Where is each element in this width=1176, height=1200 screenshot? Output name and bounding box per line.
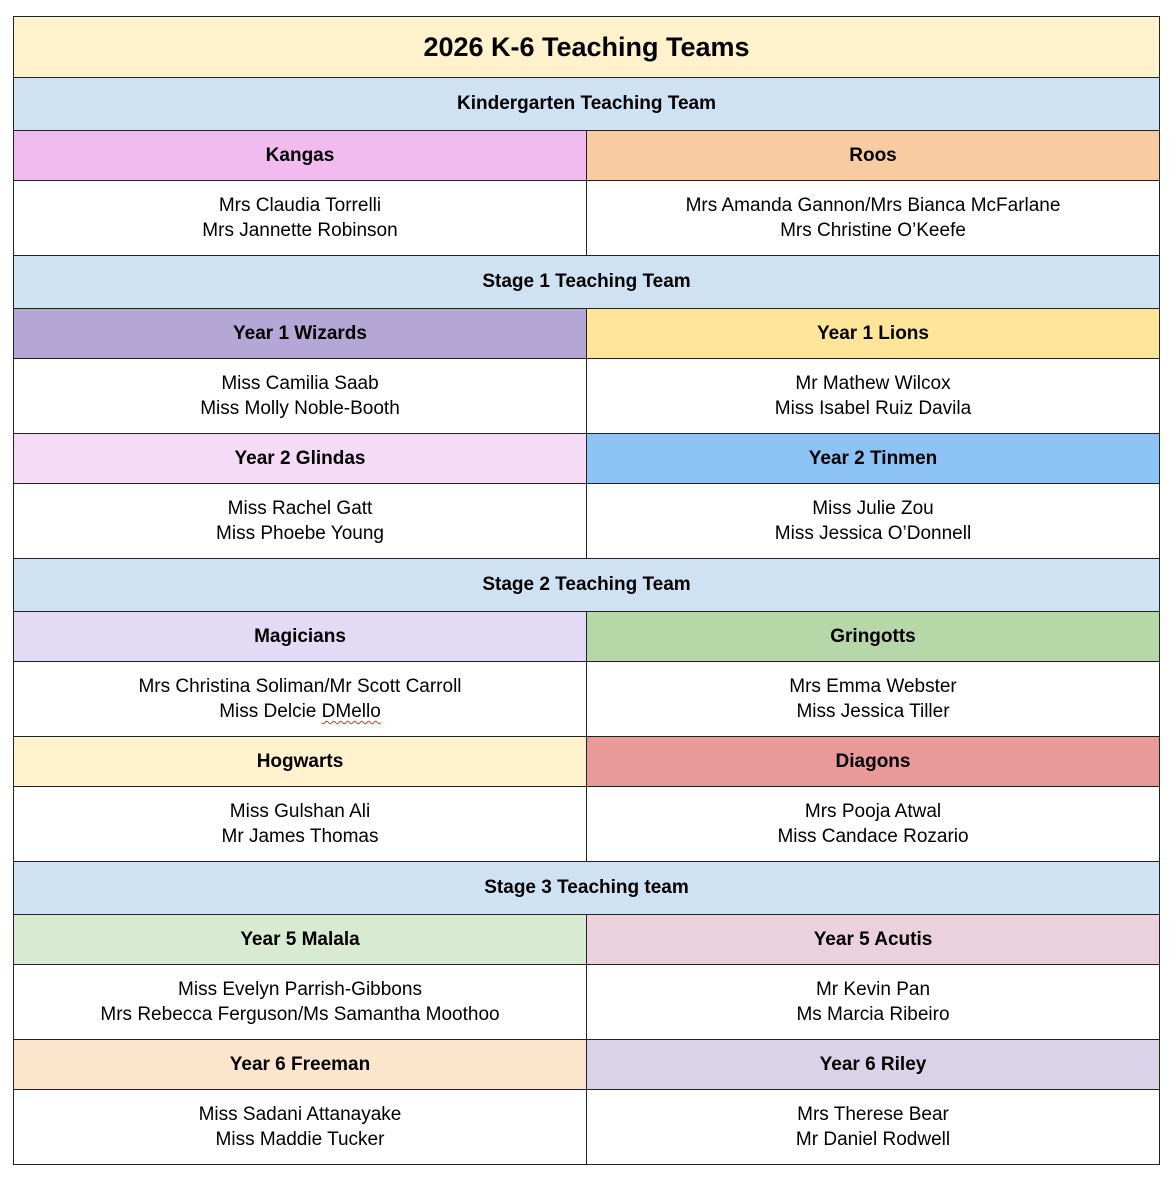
- teacher-name: Miss Jessica O’Donnell: [774, 523, 972, 544]
- class-name-year-2-tinmen: Year 2 Tinmen: [587, 434, 1160, 484]
- class-name-roos: Roos: [587, 131, 1160, 181]
- teacher-name: Mrs Pooja Atwal: [804, 801, 942, 822]
- teacher-list-year-6-freeman: [14, 1090, 587, 1165]
- teacher-names-row: [14, 965, 1160, 1040]
- teacher-names-row: [14, 1090, 1160, 1165]
- teacher-name: Mrs Emma Webster: [789, 676, 957, 697]
- teacher-list-year-2-glindas: [14, 484, 587, 559]
- teacher-list-year-5-malala: [14, 965, 587, 1040]
- teacher-name: Mrs Jannette Robinson: [202, 220, 398, 241]
- teacher-name: Miss Julie Zou: [812, 498, 934, 519]
- teacher-list-year-1-wizards: [14, 359, 587, 434]
- teacher-name: Ms Marcia Ribeiro: [796, 1004, 950, 1025]
- teacher-name: Miss Camilia Saab: [221, 373, 379, 394]
- teacher-name: Miss Isabel Ruiz Davila: [774, 398, 972, 419]
- section-header-row: [14, 78, 1160, 131]
- class-name-row: [14, 1040, 1160, 1090]
- class-name-year-6-freeman: Year 6 Freeman: [14, 1040, 587, 1090]
- class-name-kangas: Kangas: [14, 131, 587, 181]
- teacher-name: Mrs Christine O’Keefe: [780, 220, 966, 241]
- class-name-diagons: Diagons: [587, 737, 1160, 787]
- class-name-row: [14, 309, 1160, 359]
- teacher-name: Miss Jessica Tiller: [796, 701, 950, 722]
- teaching-teams-table: [13, 16, 1160, 1165]
- teacher-name: Mrs Claudia Torrelli: [218, 195, 382, 216]
- teacher-names-row: [14, 181, 1160, 256]
- teacher-name: Mr Daniel Rodwell: [795, 1129, 951, 1150]
- spellcheck-underline: DMello: [321, 701, 381, 722]
- class-name-gringotts: Gringotts: [587, 612, 1160, 662]
- teacher-list-magicians: [14, 662, 587, 737]
- class-name-year-1-lions: Year 1 Lions: [587, 309, 1160, 359]
- teacher-name: Mr James Thomas: [221, 826, 379, 847]
- teacher-name: Miss Delcie DMello: [219, 701, 381, 722]
- teacher-name: Miss Candace Rozario: [777, 826, 969, 847]
- teacher-names-row: [14, 787, 1160, 862]
- teacher-name: Miss Phoebe Young: [216, 523, 384, 544]
- teacher-name: Miss Gulshan Ali: [229, 801, 371, 822]
- teacher-list-roos: [587, 181, 1160, 256]
- section-heading-kindergarten-teaching-team: Kindergarten Teaching Team: [14, 78, 1160, 131]
- teacher-names-row: [14, 359, 1160, 434]
- class-name-magicians: Magicians: [14, 612, 587, 662]
- class-name-year-6-riley: Year 6 Riley: [587, 1040, 1160, 1090]
- class-name-year-5-malala: Year 5 Malala: [14, 915, 587, 965]
- teacher-name: Mrs Rebecca Ferguson/Ms Samantha Moothoo: [100, 1004, 500, 1025]
- teacher-list-diagons: [587, 787, 1160, 862]
- teacher-name: Miss Rachel Gatt: [227, 498, 373, 519]
- teacher-name: Miss Molly Noble-Booth: [200, 398, 400, 419]
- teacher-names-row: [14, 484, 1160, 559]
- class-name-row: [14, 737, 1160, 787]
- teacher-name: Mr Mathew Wilcox: [795, 373, 951, 394]
- teacher-list-year-5-acutis: [587, 965, 1160, 1040]
- teacher-name: Mr Kevin Pan: [815, 979, 931, 1000]
- class-name-hogwarts: Hogwarts: [14, 737, 587, 787]
- class-name-year-2-glindas: Year 2 Glindas: [14, 434, 587, 484]
- teacher-name: Mrs Therese Bear: [797, 1104, 949, 1125]
- teacher-name: Miss Maddie Tucker: [215, 1129, 385, 1150]
- section-header-row: [14, 256, 1160, 309]
- teacher-list-gringotts: [587, 662, 1160, 737]
- class-name-row: [14, 434, 1160, 484]
- section-header-row: [14, 862, 1160, 915]
- section-heading-stage-2-teaching-team: Stage 2 Teaching Team: [14, 559, 1160, 612]
- teacher-list-year-1-lions: [587, 359, 1160, 434]
- class-name-year-1-wizards: Year 1 Wizards: [14, 309, 587, 359]
- teacher-names-row: [14, 662, 1160, 737]
- teacher-name: Miss Evelyn Parrish-Gibbons: [178, 979, 422, 1000]
- teacher-list-year-2-tinmen: [587, 484, 1160, 559]
- class-name-row: [14, 612, 1160, 662]
- class-name-year-5-acutis: Year 5 Acutis: [587, 915, 1160, 965]
- title-row: [14, 17, 1160, 78]
- teacher-list-hogwarts: [14, 787, 587, 862]
- section-heading-stage-1-teaching-team: Stage 1 Teaching Team: [14, 256, 1160, 309]
- class-name-row: [14, 131, 1160, 181]
- teacher-list-year-6-riley: [587, 1090, 1160, 1165]
- teacher-name: Mrs Amanda Gannon/Mrs Bianca McFarlane: [685, 195, 1061, 216]
- table-body: [14, 17, 1160, 1165]
- teacher-name: Miss Sadani Attanayake: [198, 1104, 402, 1125]
- class-name-row: [14, 915, 1160, 965]
- teacher-name: Mrs Christina Soliman/Mr Scott Carroll: [138, 676, 462, 697]
- section-heading-stage-3-teaching-team: Stage 3 Teaching team: [14, 862, 1160, 915]
- teacher-list-kangas: [14, 181, 587, 256]
- section-header-row: [14, 559, 1160, 612]
- page-title: 2026 K-6 Teaching Teams: [14, 17, 1160, 78]
